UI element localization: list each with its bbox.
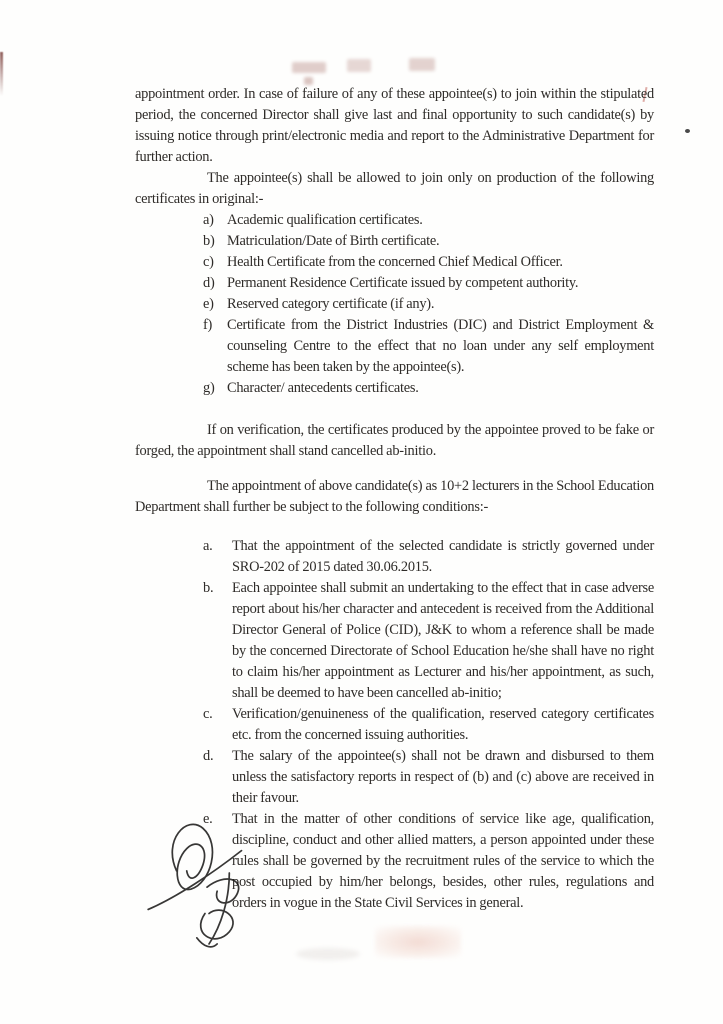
paragraph-conditions-intro: The appointment of above candidate(s) as 10+2 lecturers in the School Education Department shall further be subject to the following conditions:- bbox=[135, 478, 654, 515]
certificate-text: Character/ antecedents certificates. bbox=[227, 380, 419, 396]
certificate-list bbox=[135, 210, 654, 399]
certificate-text: Permanent Residence Certificate issued by competent authority. bbox=[227, 275, 579, 291]
scan-smudge bbox=[296, 948, 360, 960]
list-marker: d) bbox=[203, 275, 215, 291]
ink-dot bbox=[685, 129, 690, 133]
bleed-blob bbox=[292, 62, 326, 73]
certificate-item bbox=[135, 273, 654, 294]
condition-text: That the appointment of the selected candidate is strictly governed under SRO-202 of 2015 dated 30.06.2015. bbox=[232, 538, 654, 575]
paragraph-verification: If on verification, the certificates produced by the appointee proved to be fake or forged, the appointment shall stand cancelled ab-initio. bbox=[135, 422, 654, 459]
condition-item bbox=[135, 704, 654, 746]
certificate-item bbox=[135, 210, 654, 231]
document-body bbox=[135, 84, 654, 914]
list-marker: a) bbox=[203, 212, 214, 228]
list-marker: f) bbox=[203, 317, 213, 333]
certificate-item bbox=[135, 294, 654, 315]
bleed-blob bbox=[409, 58, 435, 71]
bleed-through-artifact bbox=[290, 56, 440, 86]
certificate-item bbox=[135, 231, 654, 252]
condition-text: Verification/genuineness of the qualification, reserved category certificates etc. from the concerned issuing authorities. bbox=[232, 706, 654, 743]
list-marker: b) bbox=[203, 233, 215, 249]
list-marker: b. bbox=[203, 580, 214, 596]
certificate-text: Health Certificate from the concerned Chief Medical Officer. bbox=[227, 254, 563, 270]
scan-edge-mark bbox=[0, 52, 3, 96]
condition-item bbox=[135, 746, 654, 809]
scan-smudge bbox=[375, 926, 461, 958]
certificate-text: Academic qualification certificates. bbox=[227, 212, 423, 228]
condition-item bbox=[135, 578, 654, 704]
condition-item bbox=[135, 536, 654, 578]
condition-text: That in the matter of other conditions of service like age, qualification, discipline, conduct and other allied matters, a person appointed under these rules shall be governed by the recruitment rules of the service to which the post occupied by him/her belongs, besides, other rules, regulations and orders in vogue in the State Civil Services in general. bbox=[232, 811, 654, 911]
certificate-text: Reserved category certificate (if any). bbox=[227, 296, 435, 312]
list-marker: e. bbox=[203, 811, 213, 827]
condition-text: Each appointee shall submit an undertaking to the effect that in case adverse report about his/her character and antecedent is received from the Additional Director General of Police (CID), J&K to whom a reference shall be made by the concerned Directorate of School Education he/she shall have no right to claim his/her appointment as Lecturer and his/her appointment, as such, shall be deemed to have been cancelled ab-initio; bbox=[232, 580, 654, 701]
certificate-item bbox=[135, 252, 654, 273]
certificate-text: Matriculation/Date of Birth certificate. bbox=[227, 233, 440, 249]
list-marker: c. bbox=[203, 706, 213, 722]
list-marker: d. bbox=[203, 748, 214, 764]
list-marker: a. bbox=[203, 538, 213, 554]
list-marker: g) bbox=[203, 380, 215, 396]
certificate-item bbox=[135, 315, 654, 378]
certificate-item bbox=[135, 378, 654, 399]
paragraph-continuation: appointment order. In case of failure of any of these appointee(s) to join within the stipulated period, the concerned Director shall give last and final opportunity to such candidate(s) by issuing notice through print/electronic media and report to the Administrative Department for further action. bbox=[135, 86, 654, 165]
certificate-text: Certificate from the District Industries (DIC) and District Employment & counseling Centre to the effect that no loan under any self employment scheme has been taken by the appointee(s). bbox=[227, 317, 654, 375]
signature-scribble bbox=[146, 806, 268, 948]
paragraph-certificates-intro: The appointee(s) shall be allowed to join only on production of the following certificates in original:- bbox=[135, 170, 654, 207]
bleed-blob bbox=[347, 59, 371, 72]
list-marker: c) bbox=[203, 254, 214, 270]
list-marker: e) bbox=[203, 296, 214, 312]
condition-text: The salary of the appointee(s) shall not be drawn and disbursed to them unless the satisfactory reports in respect of (b) and (c) above are received in their favour. bbox=[232, 748, 654, 806]
